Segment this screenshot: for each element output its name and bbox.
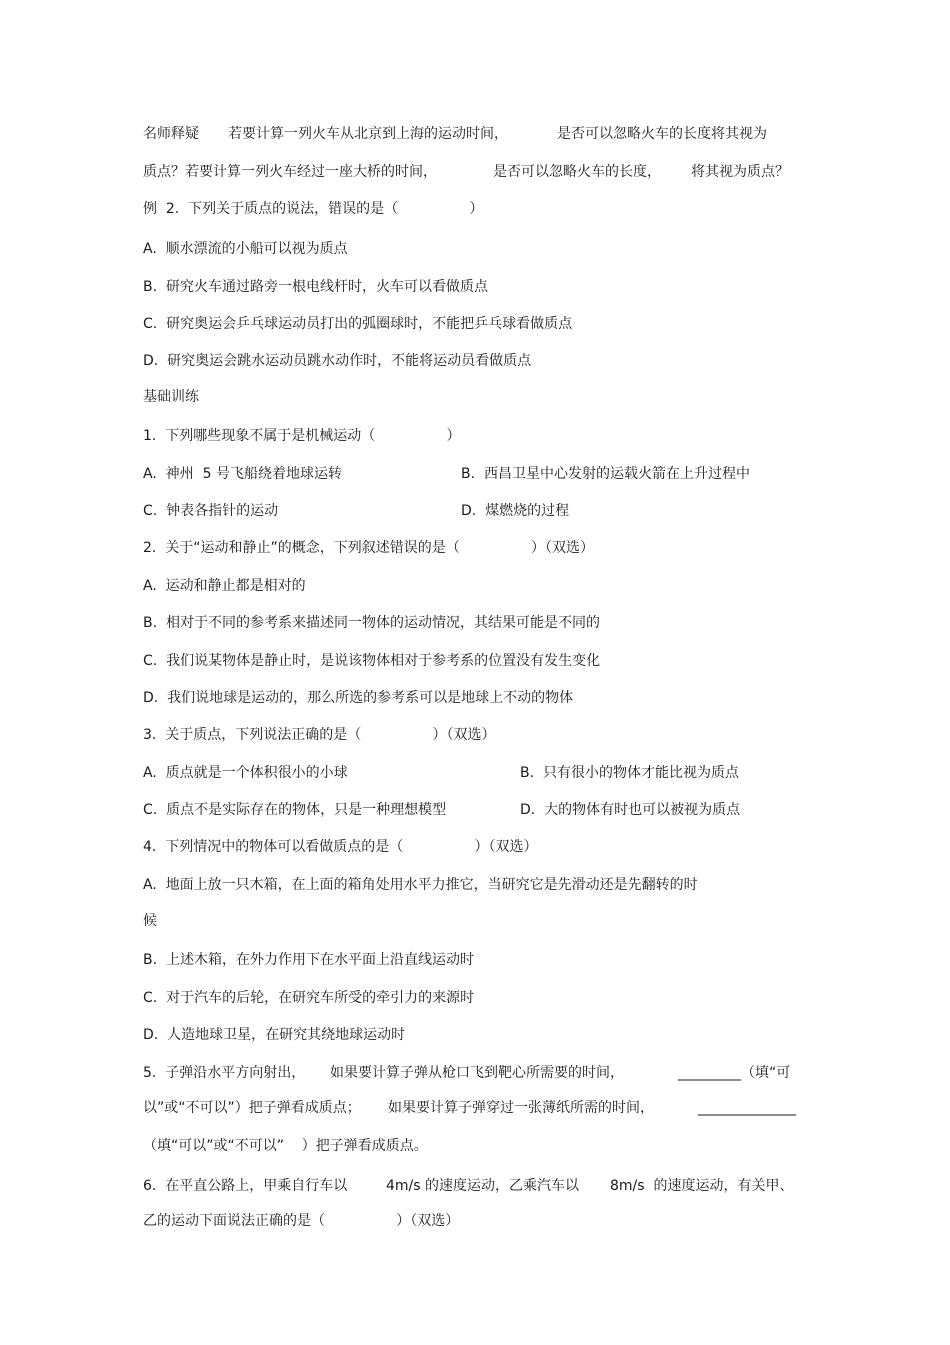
question-1-option-a: A. 神州 5 号飞船绕着地球运转 [143, 466, 342, 482]
intro-text: 若要计算一列火车从北京到上海的运动时间， [228, 126, 508, 142]
question-4-option-a: A. 地面上放一只木箱，在上面的箱角处用水平力推它，当研究它是先滑动还是先翻转的时 [143, 877, 698, 893]
question-6-text: 4m/s 的速度运动，乙乘汽车以 [386, 1178, 580, 1194]
question-5-text: 以”或“不可以”）把子弹看成质点； [143, 1100, 361, 1116]
question-5-blank-2: ______________ [698, 1100, 796, 1116]
question-2-option-c: C. 我们说某物体是静止时，是说该物体相对于参考系的位置没有发生变化 [143, 653, 601, 669]
intro-label: 名师释疑 [143, 126, 199, 142]
example-2-stem: 例 2. 下列关于质点的说法，错误的是（ ） [143, 201, 484, 217]
intro-text: 是否可以忽略火车的长度将其视为 [557, 126, 767, 142]
question-4-option-d: D. 人造地球卫星，在研究其绕地球运动时 [143, 1027, 406, 1043]
example-2-option-d: D. 研究奥运会跳水运动员跳水动作时，不能将运动员看做质点 [143, 353, 532, 369]
question-6-text: 8m/s 的速度运动，有关甲、 [610, 1178, 794, 1194]
example-2-option-a: A. 顺水漂流的小船可以视为质点 [143, 241, 348, 257]
question-1-option-b: B. 西昌卫星中心发射的运载火箭在上升过程中 [461, 466, 750, 482]
intro-text: 质点？若要计算一列火车经过一座大桥的时间， [143, 164, 437, 180]
question-1-stem: 1. 下列哪些现象不属于是机械运动（ ） [143, 428, 461, 444]
question-2-stem: 2. 关于“运动和静止”的概念，下列叙述错误的是（ ）（双选） [143, 540, 594, 556]
question-5-blank-1: _________（填“可 [678, 1065, 791, 1081]
question-5-text: 如果要计算子弹从枪口飞到靶心所需要的时间， [330, 1065, 624, 1081]
question-3-option-b: B. 只有很小的物体才能比视为质点 [520, 765, 739, 781]
question-1-option-c: C. 钟表各指针的运动 [143, 503, 279, 519]
section-title: 基础训练 [143, 389, 199, 405]
question-5-text: 如果要计算子弹穿过一张薄纸所需的时间， [388, 1100, 654, 1116]
intro-text: 将其视为质点？ [691, 164, 789, 180]
question-3-stem: 3. 关于质点，下列说法正确的是（ ）（双选） [143, 727, 496, 743]
question-6-line-2: 乙的运动下面说法正确的是（ ）（双选） [143, 1213, 460, 1229]
question-1-option-d: D. 煤燃烧的过程 [461, 503, 570, 519]
question-2-option-b: B. 相对于不同的参考系来描述同一物体的运动情况，其结果可能是不同的 [143, 615, 600, 631]
question-4-option-a-continued: 候 [143, 913, 157, 929]
question-5-text: 5. 子弹沿水平方向射出， [143, 1065, 306, 1081]
question-3-option-a: A. 质点就是一个体积很小的小球 [143, 765, 348, 781]
example-2-option-b: B. 研究火车通过路旁一根电线杆时，火车可以看做质点 [143, 279, 488, 295]
question-4-option-c: C. 对于汽车的后轮，在研究车所受的牵引力的来源时 [143, 990, 475, 1006]
question-3-option-d: D. 大的物体有时也可以被视为质点 [520, 802, 741, 818]
question-5-line-3: （填“可以”或“不可以” ）把子弹看成质点。 [143, 1138, 428, 1154]
question-4-stem: 4. 下列情况中的物体可以看做质点的是（ ）（双选） [143, 839, 538, 855]
question-2-option-a: A. 运动和静止都是相对的 [143, 578, 306, 594]
question-6-text: 6. 在平直公路上，甲乘自行车以 [143, 1178, 348, 1194]
question-3-option-c: C. 质点不是实际存在的物体，只是一种理想模型 [143, 802, 447, 818]
question-4-option-b: B. 上述木箱，在外力作用下在水平面上沿直线运动时 [143, 952, 474, 968]
intro-text: 是否可以忽略火车的长度， [493, 164, 661, 180]
question-2-option-d: D. 我们说地球是运动的，那么所选的参考系可以是地球上不动的物体 [143, 690, 574, 706]
example-2-option-c: C. 研究奥运会乒乓球运动员打出的弧圈球时，不能把乒乓球看做质点 [143, 316, 573, 332]
